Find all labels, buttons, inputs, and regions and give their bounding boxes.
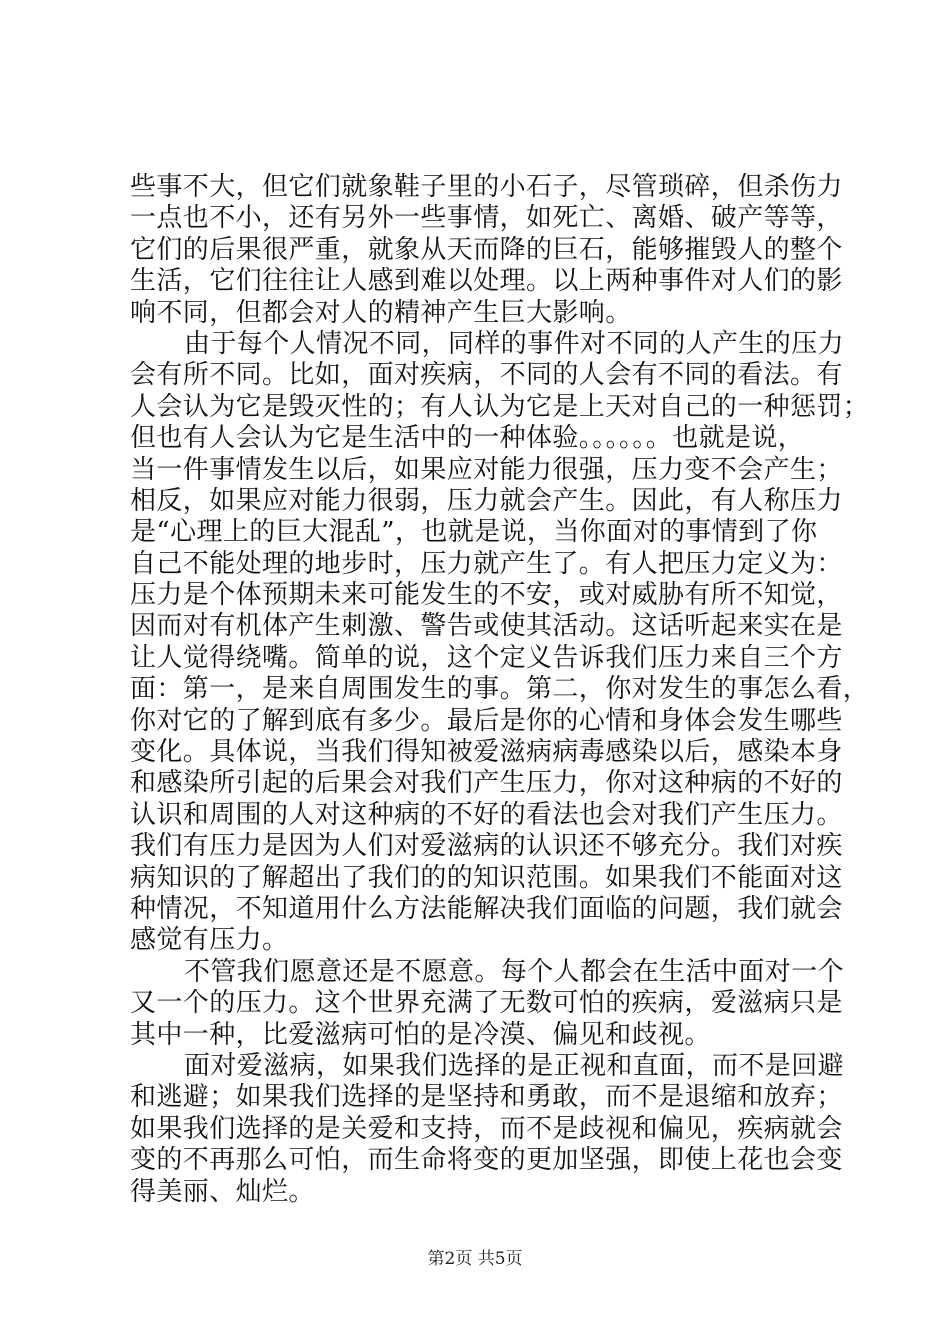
body-text <box>130 172 870 1208</box>
text-line: 会有所不同。比如，面对疾病，不同的人会有不同的看法。有 <box>130 360 843 391</box>
text-line: 和逃避；如果我们选择的是坚持和勇敢，而不是退缩和放弃； <box>130 1082 843 1113</box>
text-line: 变化。具体说，当我们得知被爱滋病病毒感染以后，感染本身 <box>130 737 843 768</box>
text-line: 又一个的压力。这个世界充满了无数可怕的疾病，爱滋病只是 <box>130 988 843 1019</box>
text-line: 认识和周围的人对这种病的不好的看法也会对我们产生压力。 <box>130 799 843 830</box>
text-line: 人会认为它是毁灭性的；有人认为它是上天对自己的一种惩罚； <box>130 391 870 422</box>
text-line: 一点也不小，还有另外一些事情，如死亡、离婚、破产等等， <box>130 203 843 234</box>
text-line: 如果我们选择的是关爱和支持，而不是歧视和偏见，疾病就会 <box>130 1113 843 1144</box>
paragraph-start-line: 面对爱滋病，如果我们选择的是正视和直面，而不是回避 <box>184 1050 845 1081</box>
page-number-footer: 第2页 共5页 <box>427 1249 523 1269</box>
text-line: 感觉有压力。 <box>130 925 289 956</box>
text-line: 些事不大，但它们就象鞋子里的小石子，尽管琐碎，但杀伤力 <box>130 172 843 202</box>
text-line: 压力是个体预期未来可能发生的不安，或对威胁有所不知觉， <box>130 580 843 611</box>
paragraph-start-line: 不管我们愿意还是不愿意。每个人都会在生活中面对一个 <box>184 956 845 987</box>
text-line: 它们的后果很严重，就象从天而降的巨石，能够摧毁人的整个 <box>130 234 843 265</box>
text-line: 病知识的了解超出了我们的的知识范围。如果我们不能面对这 <box>130 862 843 893</box>
text-line: 我们有压力是因为人们对爱滋病的认识还不够充分。我们对疾 <box>130 831 843 862</box>
text-line: 得美丽、灿烂。 <box>130 1176 315 1207</box>
text-line: 相反，如果应对能力很弱，压力就会产生。因此，有人称压力 <box>130 485 843 516</box>
text-line: 当一件事情发生以后，如果应对能力很强，压力变不会产生； <box>130 454 843 485</box>
paragraph-start-line: 由于每个人情况不同，同样的事件对不同的人产生的压力 <box>184 328 845 359</box>
text-line: 是“心理上的巨大混乱”，也就是说，当你面对的事情到了你 <box>130 517 818 548</box>
text-line: 和感染所引起的后果会对我们产生压力，你对这种病的不好的 <box>130 768 843 799</box>
text-line: 因而对有机体产生刺激、警告或使其活动。这话听起来实在是 <box>130 611 843 642</box>
text-line: 变的不再那么可怕，而生命将变的更加坚强，即使上花也会变 <box>130 1145 843 1176</box>
text-line: 响不同，但都会对人的精神产生巨大影响。 <box>130 297 632 328</box>
text-line: 面：第一，是来自周围发生的事。第二，你对发生的事怎么看， <box>130 674 870 705</box>
text-line: 但也有人会认为它是生活中的一种体验。。。。。。也就是说， <box>130 423 805 454</box>
text-line: 生活，它们往往让人感到难以处理。以上两种事件对人们的影 <box>130 266 843 297</box>
text-line: 让人觉得绕嘴。简单的说，这个定义告诉我们压力来自三个方 <box>130 642 843 673</box>
text-line: 你对它的了解到底有多少。最后是你的心情和身体会发生哪些 <box>130 705 843 736</box>
text-line: 自己不能处理的地步时，压力就产生了。有人把压力定义为： <box>130 548 843 579</box>
text-line: 种情况，不知道用什么方法能解决我们面临的问题，我们就会 <box>130 893 843 924</box>
text-line: 其中一种，比爱滋病可怕的是冷漠、偏见和歧视。 <box>130 1019 711 1050</box>
